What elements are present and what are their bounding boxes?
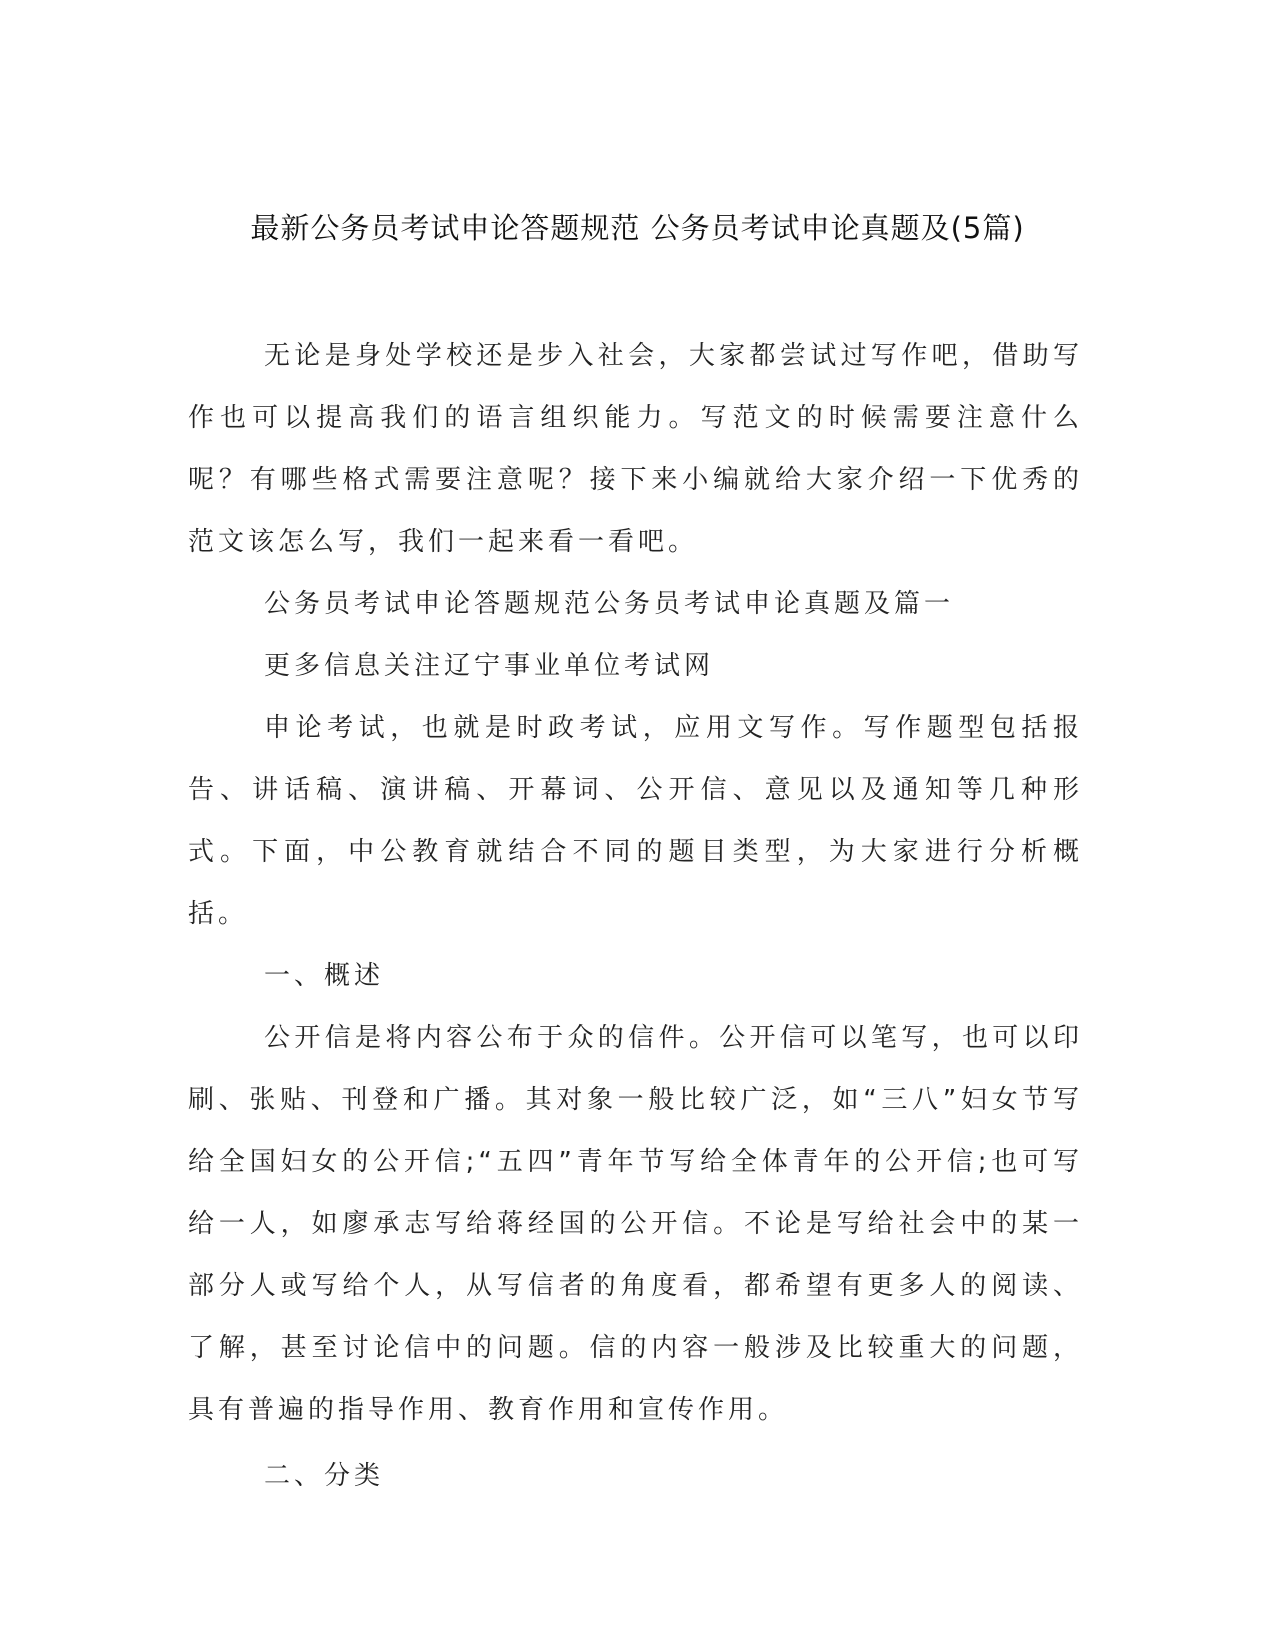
subheading-classification: 二、分类 xyxy=(264,1461,385,1491)
paragraph-shenlun-overview: 申论考试，也就是时政考试，应用文写作。写作题型包括报告、讲话稿、演讲稿、开幕词、公开信、意见以及通知等几种形式。下面，中公教育就结合不同的题目类型，为大家进行分析概括。 xyxy=(188,713,1083,929)
paragraph-open-letter: 公开信是将内容公布于众的信件。公开信可以笔写，也可以印刷、张贴、刊登和广播。其对象一般比较广泛，如“三八”妇女节写给全国妇女的公开信;“五四”青年节写给全体青年的公开信;也可写给一人，如廖承志写给蒋经国的公开信。不论是写给社会中的某一部分人或写给个人，从写信者的角度看，都希望有更多人的阅读、了解，甚至讨论信中的问题。信的内容一般涉及比较重大的问题，具有普遍的指导作用、教育作用和宣传作用。 xyxy=(188,1023,1083,1425)
source-note: 更多信息关注辽宁事业单位考试网 xyxy=(264,651,715,681)
document-title: 最新公务员考试申论答题规范 公务员考试申论真题及(5篇) xyxy=(250,211,1025,245)
document-body xyxy=(188,325,1083,1507)
intro-paragraph: 无论是身处学校还是步入社会，大家都尝试过写作吧，借助写作也可以提高我们的语言组织能力。写范文的时候需要注意什么呢？有哪些格式需要注意呢？接下来小编就给大家介绍一下优秀的范文该怎么写，我们一起来看一看吧。 xyxy=(188,341,1083,557)
section-heading-part-one: 公务员考试申论答题规范公务员考试申论真题及篇一 xyxy=(264,589,955,619)
subheading-overview: 一、概述 xyxy=(264,961,385,991)
